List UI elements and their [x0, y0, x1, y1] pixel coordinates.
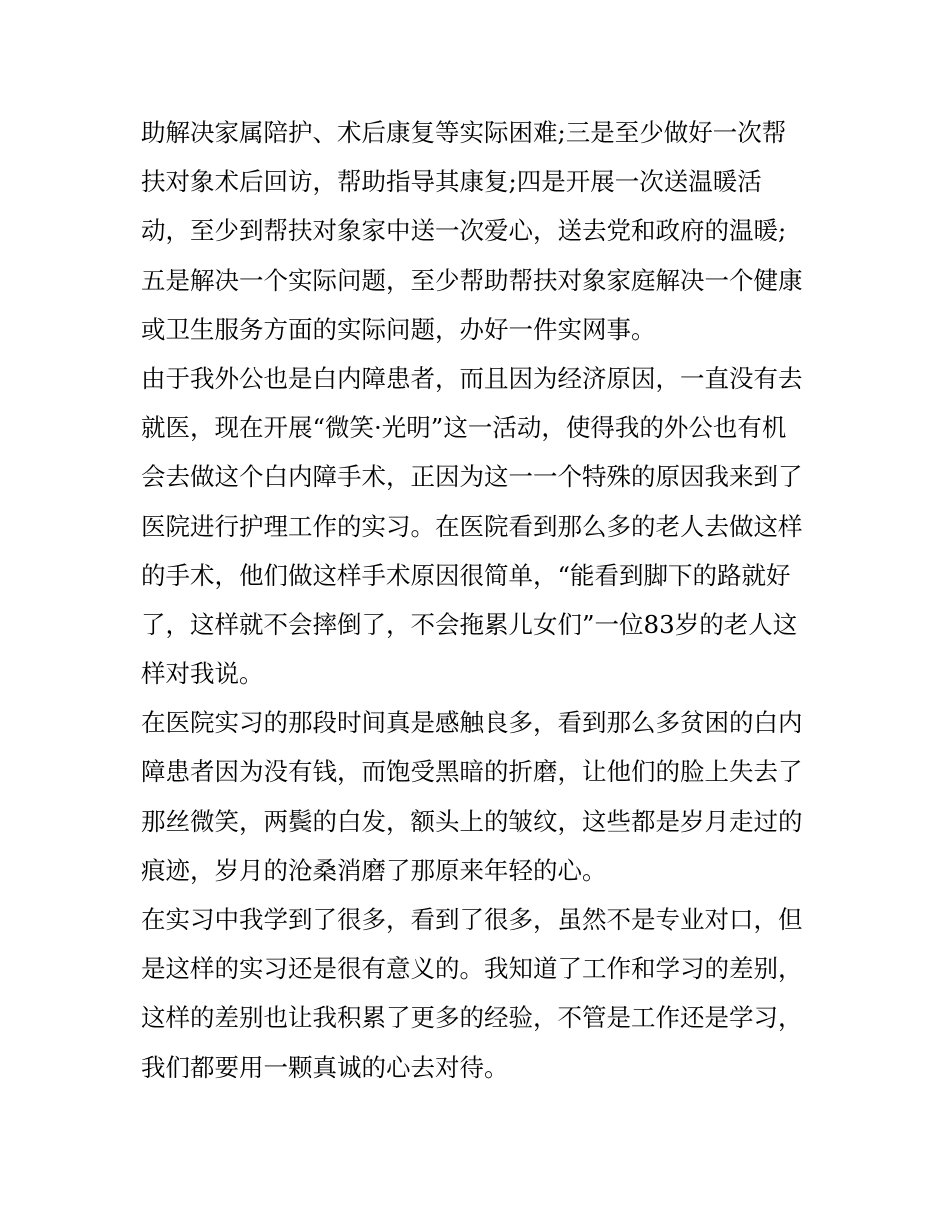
- text-line: 在医院实习的那段时间真是感触良多，看到那么多贫困的白内: [141, 708, 803, 738]
- text-line: 这样的差别也让我积累了更多的经验，不管是工作还是学习，: [141, 1003, 803, 1033]
- text-line: 五是解决一个实际问题，至少帮助帮扶对象家庭解决一个健康: [141, 265, 803, 295]
- text-line: 我们都要用一颗真诚的心去对待。: [141, 1052, 509, 1082]
- text-line: 障患者因为没有钱，而饱受黑暗的折磨，让他们的脸上失去了: [141, 757, 803, 787]
- text-line: 扶对象术后回访，帮助指导其康复;四是开展一次送温暖活: [141, 167, 762, 197]
- text-line: 就医，现在开展“微笑·光明”这一活动，使得我的外公也有机: [141, 413, 787, 443]
- text-line: 的手术，他们做这样手术原因很简单，“能看到脚下的路就好: [141, 560, 791, 590]
- text-line: 那丝微笑，两鬓的白发，额头上的皱纹，这些都是岁月走过的: [141, 806, 803, 836]
- text-line: 或卫生服务方面的实际问题，办好一件实网事。: [141, 314, 656, 344]
- text-line: 助解决家属陪护、术后康复等实际困难;三是至少做好一次帮: [141, 118, 787, 147]
- text-line: 由于我外公也是白内障患者，而且因为经济原因，一直没有去: [141, 363, 803, 393]
- text-line: 医院进行护理工作的实习。在医院看到那么多的老人去做这样: [141, 511, 803, 541]
- text-line: 动，至少到帮扶对象家中送一次爱心，送去党和政府的温暖;: [141, 216, 787, 246]
- text-line: 是这样的实习还是很有意义的。我知道了工作和学习的差别，: [141, 954, 803, 984]
- text-line: 样对我说。: [141, 659, 264, 689]
- body-text: [141, 108, 821, 1092]
- text-line: 了，这样就不会摔倒了，不会拖累儿女们”一位83岁的老人这: [141, 609, 798, 639]
- text-line: 痕迹，岁月的沧桑消磨了那原来年轻的心。: [141, 855, 607, 885]
- text-line: 在实习中我学到了很多，看到了很多，虽然不是专业对口，但: [141, 905, 803, 934]
- text-line: 会去做这个白内障手术，正因为这一一个特殊的原因我来到了: [141, 462, 803, 492]
